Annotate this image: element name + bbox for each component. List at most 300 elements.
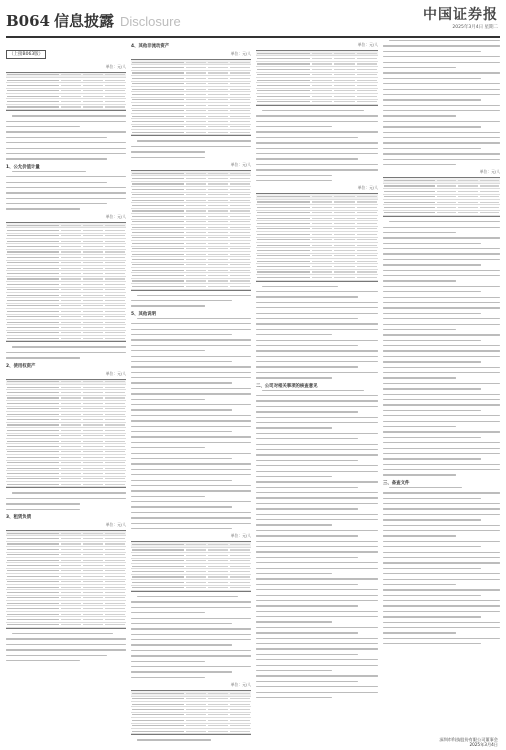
table-cell-label [132,178,184,179]
table-cell-value [230,731,250,732]
table-row [131,284,251,289]
table-cell-value [105,101,125,102]
table-cell-value [105,230,125,231]
table-cell-value [105,576,125,577]
table-cell-value [312,96,332,97]
text-line [256,611,378,612]
table-cell-label [7,278,59,279]
table-cell-label [257,69,310,70]
table-cell-value [186,280,206,281]
table-cell-label [7,478,59,479]
table-cell-value [230,173,250,174]
table-cell-label [7,538,59,539]
table-cell-value [61,484,81,485]
text-line [256,675,378,676]
table-cell-value [186,105,206,106]
table-cell-value [105,311,125,312]
table-cell-label [132,221,184,222]
table-cell-value [61,614,81,615]
text-line [12,171,86,172]
signature-block [439,737,498,747]
column-4 [383,40,500,745]
table-cell-value [208,576,228,577]
table-cell-label [7,257,59,258]
text-line [383,56,500,57]
table-cell-value [208,275,228,276]
table-cell-value [105,457,125,458]
text-line [383,611,500,612]
table-cell-label [132,183,184,184]
text-line [137,739,211,740]
table-cell-value [480,180,499,181]
table-cell-value [105,316,125,317]
table-cell-label [7,419,59,420]
table-cell-value [230,286,250,287]
table-cell-value [312,223,332,224]
text-line [383,589,500,590]
table-cell-label [7,565,59,566]
text-line [131,339,251,340]
table-cell-label [384,196,435,197]
table-cell-value [83,581,103,582]
financial-table [383,177,500,217]
table-cell-value [61,295,81,296]
table-cell-value [83,332,103,333]
table-cell-value [334,234,354,235]
table-cell-value [105,608,125,609]
table-cell-label [7,614,59,615]
table-cell-value [186,94,206,95]
table-cell-value [458,185,477,186]
text-line [256,164,378,165]
table-cell-label [7,397,59,398]
text-line [256,433,378,434]
text-line [383,159,500,160]
text-line [6,126,80,127]
table-cell-value [208,210,228,211]
table-cell-value [312,277,332,278]
table-cell-value [334,196,354,197]
text-line [6,357,80,358]
text-line [131,677,205,678]
table-cell-value [186,132,206,133]
table-cell-value [83,327,103,328]
table-cell-value [105,387,125,388]
table-cell-label [132,720,184,721]
table-cell-label [132,94,184,95]
text-line [131,506,232,507]
table-cell-label [7,403,59,404]
table-cell-value [357,85,377,86]
text-line [383,464,500,465]
text-line [6,131,126,132]
text-line [256,356,378,357]
financial-table [6,72,126,112]
text-line [256,340,378,341]
table-cell-value [334,96,354,97]
table-row [131,130,251,135]
text-line [131,512,251,513]
table-cell-label [132,566,184,567]
table-cell-value [334,261,354,262]
table-cell-value [61,424,81,425]
text-line [383,132,500,133]
column-1 [6,40,126,745]
table-cell-value [61,533,81,534]
table-cell-label [132,232,184,233]
text-line [131,334,232,335]
table-cell-value [61,619,81,620]
text-line [131,426,251,427]
table-cell-value [61,543,81,544]
text-line [256,595,378,596]
table-cell-value [357,201,377,202]
table-cell-value [312,63,332,64]
text-line [131,650,251,651]
text-line [262,110,364,111]
table-cell-label [132,83,184,84]
text-line [383,334,500,335]
text-line [383,415,500,416]
table-cell-value [357,196,377,197]
table-cell-value [208,205,228,206]
table-cell-value [230,560,250,561]
table-cell-label [132,704,184,705]
table-cell-value [105,581,125,582]
text-line [383,340,481,341]
table-cell-value [230,280,250,281]
text-line [383,62,500,63]
text-line [256,670,332,671]
table-cell-value [186,693,206,694]
table-cell-value [61,446,81,447]
table-cell-value [208,89,228,90]
text-line [131,372,251,373]
table-cell-label [7,543,59,544]
table-cell-value [208,248,228,249]
text-line [256,422,378,423]
table-cell-value [61,473,81,474]
text-line [256,508,358,509]
table-cell-value [230,566,250,567]
table-cell-value [357,63,377,64]
table-cell-value [334,85,354,86]
table-row [131,586,251,591]
table-cell-value [357,58,377,59]
text-line [6,198,126,199]
text-line [256,153,378,154]
table-cell-value [83,311,103,312]
text-line [256,568,378,569]
table-cell-value [208,183,228,184]
text-line [131,366,251,367]
header-rule [6,36,500,38]
text-line [6,649,126,650]
table-cell-label [7,322,59,323]
table-cell-label [132,582,184,583]
text-line [383,307,500,308]
table-cell-value [83,408,103,409]
table-cell-label [257,261,310,262]
table-cell-label [7,289,59,290]
table-cell-label [384,180,435,181]
table-cell-value [105,587,125,588]
section-name-en: Disclosure [120,14,181,29]
table-cell-value [480,191,499,192]
text-line [131,469,251,470]
signature-company: 深圳市科技股份有限公司董事会 [439,736,498,742]
table-cell-value [61,230,81,231]
table-cell-value [186,560,206,561]
table-cell-value [105,96,125,97]
table-cell-value [208,704,228,705]
text-line [383,541,500,542]
text-line [383,297,500,298]
text-line [383,324,500,325]
table-cell-value [105,549,125,550]
text-line [256,476,332,477]
table-cell-value [186,286,206,287]
table-cell-value [186,67,206,68]
table-cell-value [105,419,125,420]
table-cell-value [61,554,81,555]
table-cell-label [7,624,59,625]
table-cell-label [132,99,184,100]
table-cell-value [83,603,103,604]
table-cell-label [7,570,59,571]
text-line [383,275,500,276]
table-cell-value [83,624,103,625]
table-cell-value [186,576,206,577]
table-cell-value [61,316,81,317]
table-cell-value [105,278,125,279]
table-cell-value [61,603,81,604]
table-cell-value [186,549,206,550]
text-line [256,632,358,633]
table-cell-value [105,451,125,452]
table-cell-value [186,275,206,276]
table-cell-value [334,255,354,256]
text-line [256,584,358,585]
table-cell-value [208,582,228,583]
table-cell-value [83,300,103,301]
text-paragraph [256,110,378,181]
text-line [383,638,500,639]
text-line [131,356,251,357]
text-line [6,352,126,353]
table-cell-value [230,725,250,726]
table-cell-value [230,126,250,127]
text-line [256,372,378,373]
table-cell-value [105,262,125,263]
table-cell-value [61,246,81,247]
table-cell-value [83,80,103,81]
table-cell-value [61,462,81,463]
table-cell-value [230,544,250,545]
text-line [256,697,332,698]
table-cell-value [83,85,103,86]
text-line [383,426,456,427]
text-line [137,140,251,141]
table-cell-value [83,560,103,561]
text-line [383,605,500,606]
text-line [131,420,251,421]
text-line [256,345,358,346]
text-line [256,329,378,330]
table-cell-label [257,53,310,54]
text-line [137,295,251,296]
table-cell-value [312,201,332,202]
text-line [256,692,378,693]
table-cell-value [357,255,377,256]
table-cell-value [357,90,377,91]
table-cell-label [257,207,310,208]
table-cell-value [61,576,81,577]
table-cell-value [186,248,206,249]
table-cell-label [132,237,184,238]
text-line [256,497,378,498]
table-cell-label [7,608,59,609]
table-cell-label [7,327,59,328]
table-cell-value [186,587,206,588]
table-cell-value [437,196,456,197]
text-line [131,350,205,351]
table-cell-value [83,338,103,339]
table-cell-value [105,408,125,409]
unit-label: 单位：元/人 [479,169,500,175]
unit-label: 单位：元/人 [357,42,378,47]
table-cell-value [83,565,103,566]
table-row [256,275,378,280]
text-line [383,579,500,580]
text-line [131,345,251,346]
text-line [256,313,378,314]
text-line [131,490,251,491]
table-cell-value [83,322,103,323]
table-cell-label [132,286,184,287]
table-cell-value [230,105,250,106]
text-paragraph [6,115,126,159]
table-cell-value [357,234,377,235]
table-cell-value [61,441,81,442]
text-line [383,345,500,346]
table-cell-label [7,381,59,382]
text-line [131,323,251,324]
text-line [256,530,378,531]
table-cell-value [312,239,332,240]
table-cell-value [61,587,81,588]
table-cell-label [132,67,184,68]
text-line [383,474,456,475]
text-line [6,660,80,661]
unit-label: 单位：元/人 [105,213,126,219]
table-cell-value [105,381,125,382]
section-heading: 5、其他说明 [131,311,157,317]
text-paragraph [131,596,251,678]
table-cell-label [132,731,184,732]
table-cell-value [357,69,377,70]
table-cell-value [61,225,81,226]
text-line [383,67,456,68]
text-line [256,659,378,660]
table-cell-value [83,96,103,97]
table-cell-value [208,62,228,63]
table-cell-value [208,237,228,238]
table-cell-value [186,544,206,545]
table-cell-value [83,268,103,269]
table-cell-value [312,207,332,208]
financial-table [256,193,378,281]
table-cell-value [334,201,354,202]
text-line [256,350,378,351]
table-cell-value [105,300,125,301]
table-cell-value [230,549,250,550]
text-line [6,638,126,639]
text-line [383,557,500,558]
table-cell-value [208,72,228,73]
table-cell-value [437,185,456,186]
table-cell-value [230,216,250,217]
table-cell-label [257,255,310,256]
financial-table [6,222,126,343]
table-cell-value [61,262,81,263]
table-cell-value [83,419,103,420]
table-cell-value [83,549,103,550]
table-cell-value [105,305,125,306]
text-line [383,248,500,249]
table-cell-value [105,560,125,561]
table-cell-value [186,78,206,79]
text-line [131,442,251,443]
section-heading: 二、公司对相关事项的核查意见 [256,383,318,389]
table-cell-value [61,268,81,269]
text-line [131,634,251,635]
table-cell-value [334,250,354,251]
table-cell-label [7,387,59,388]
table-cell-value [186,183,206,184]
table-cell-label [7,408,59,409]
table-cell-value [105,392,125,393]
table-cell-label [132,587,184,588]
text-line [383,519,481,520]
table-cell-label [7,441,59,442]
table-cell-value [230,99,250,100]
text-line [383,492,500,493]
table-cell-value [208,571,228,572]
table-cell-label [132,105,184,106]
text-line [256,417,378,418]
table-cell-value [208,731,228,732]
table-cell-label [132,116,184,117]
text-line [6,137,107,138]
text-line [131,305,205,306]
text-line [383,286,500,287]
table-cell-value [208,725,228,726]
table-cell-label [132,243,184,244]
text-line [383,99,481,100]
table-cell-value [230,237,250,238]
text-line [6,655,107,656]
table-cell-label [7,597,59,598]
table-cell-value [105,289,125,290]
table-cell-value [312,228,332,229]
table-row [256,100,378,105]
table-cell-value [230,110,250,111]
table-cell-label [7,230,59,231]
text-line [256,115,378,116]
table-cell-value [230,248,250,249]
table-cell-value [61,592,81,593]
